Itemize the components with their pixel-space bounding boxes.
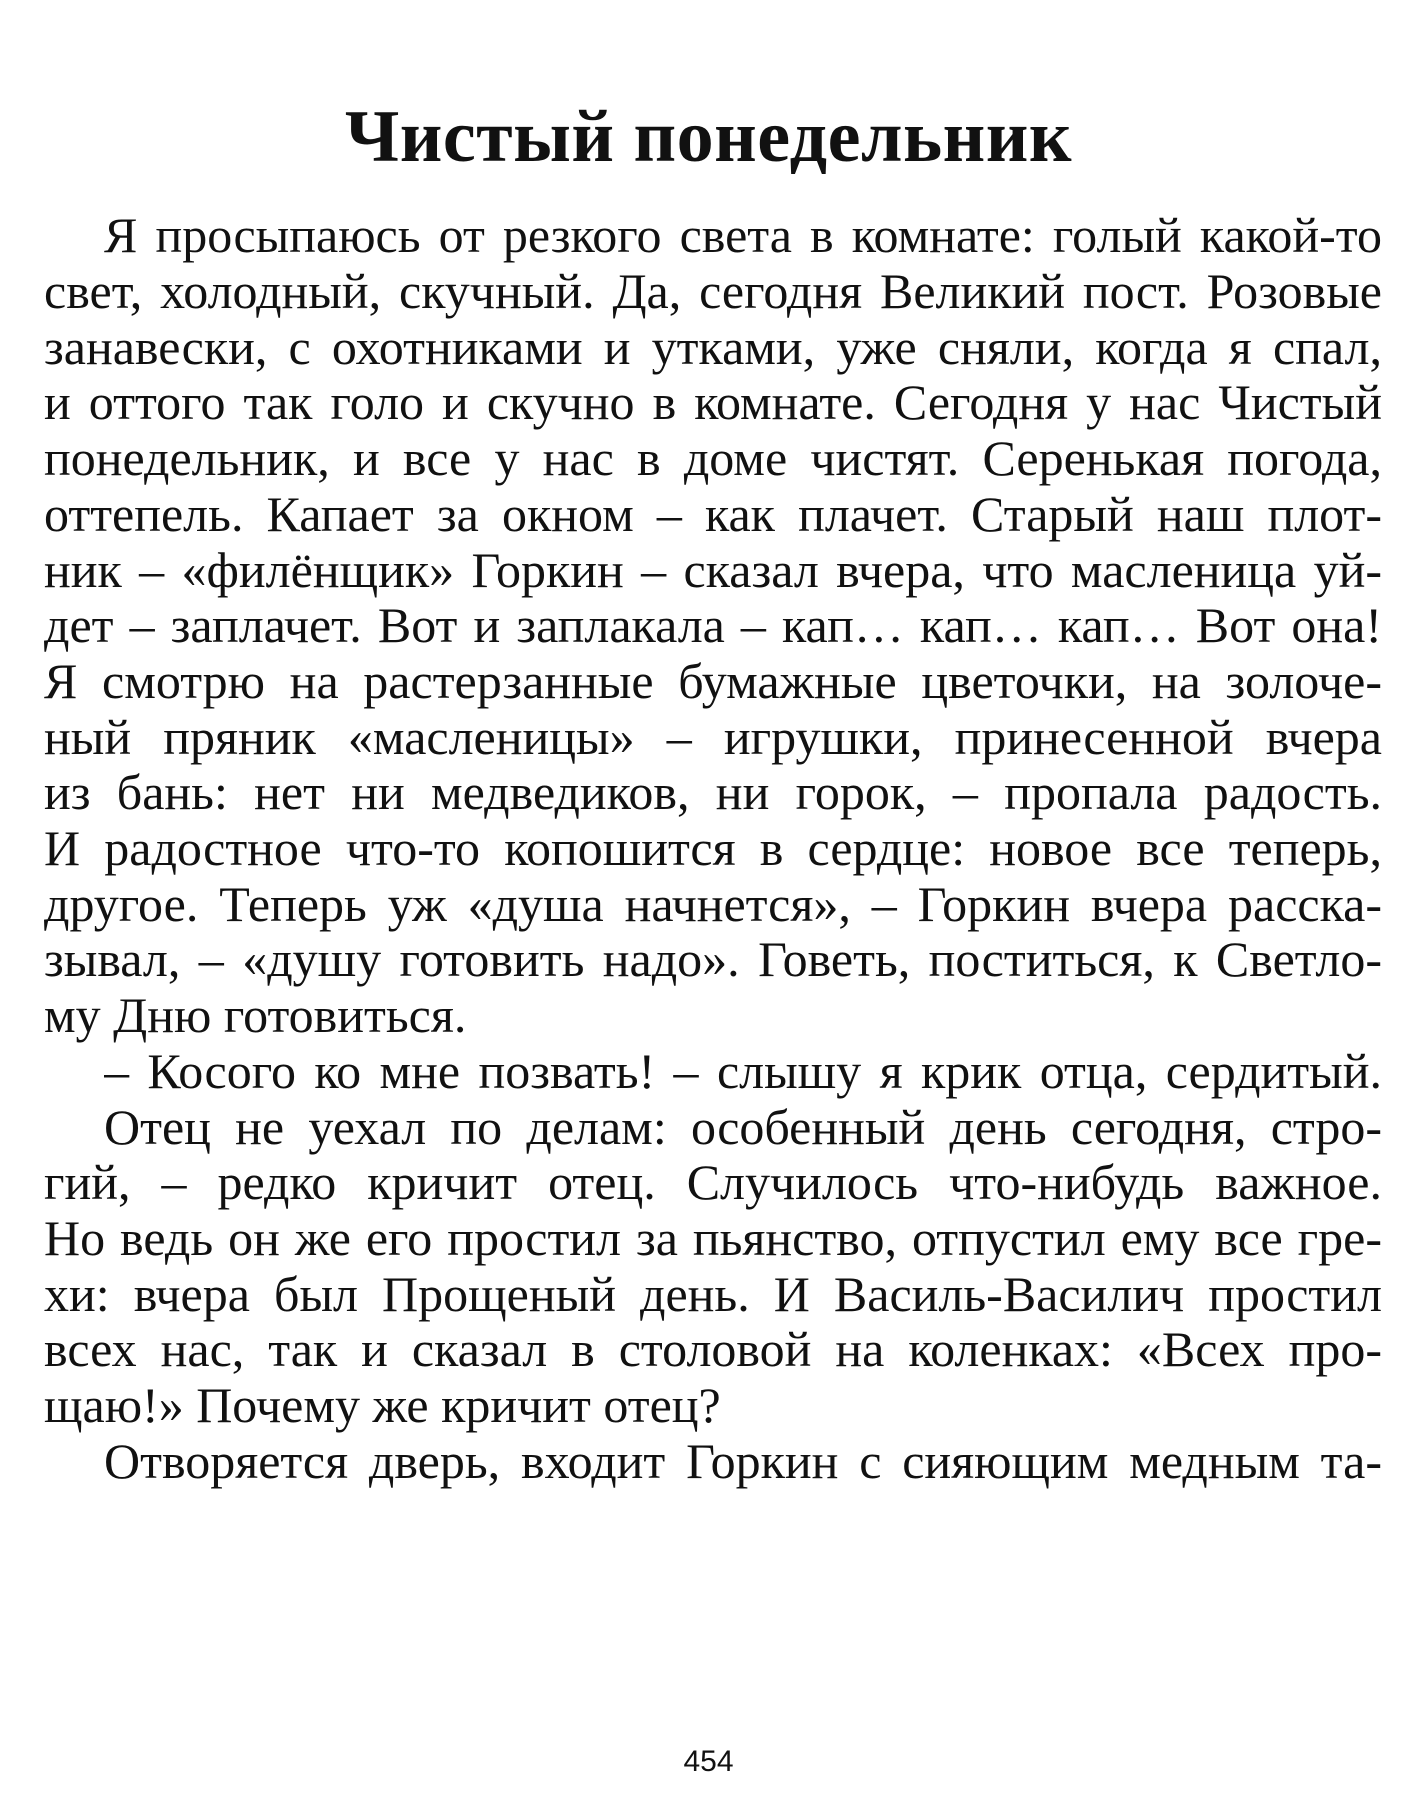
text-line: му Дню готовиться. xyxy=(44,987,467,1043)
text-line: и оттого так голо и скучно в комнате. Сегодня у нас Чистый xyxy=(44,374,1382,430)
text-line: зывал, – «душу готовить надо». Говеть, поститься, к Светло- xyxy=(44,931,1382,987)
text-line: оттепель. Капает за окном – как плачет. Старый наш плот- xyxy=(44,486,1382,542)
text-line: щаю!» Почему же кричит отец? xyxy=(44,1377,721,1433)
text-line: занавески, с охотниками и утками, уже сняли, когда я спал, xyxy=(44,319,1382,375)
text-line: И радостное что-то копошится в сердце: новое все теперь, xyxy=(44,820,1382,876)
text-line: ник – «филёнщик» Горкин – сказал вчера, что масленица уй- xyxy=(44,542,1382,598)
page-number: 454 xyxy=(683,1745,734,1778)
text-line: гий, – редко кричит отец. Случилось что-нибудь важное. xyxy=(44,1154,1382,1210)
text-line: хи: вчера был Прощеный день. И Василь-Василич простил xyxy=(44,1266,1382,1322)
text-line: Я просыпаюсь от резкого света в комнате: голый какой-то xyxy=(104,207,1382,263)
text-line: Я смотрю на растерзанные бумажные цветочки, на золоче- xyxy=(44,653,1382,709)
text-line: Но ведь он же его простил за пьянство, отпустил ему все гре- xyxy=(44,1210,1382,1266)
text-line: дет – заплачет. Вот и заплакала – кап… кап… кап… Вот она! xyxy=(44,597,1382,653)
text-line: Отец не уехал по делам: особенный день сегодня, стро- xyxy=(104,1099,1382,1155)
text-line: другое. Теперь уж «душа начнется», – Горкин вчера расска- xyxy=(44,876,1382,932)
text-line: всех нас, так и сказал в столовой на коленках: «Всех про- xyxy=(44,1321,1382,1377)
text-line: – Косого ко мне позвать! – слышу я крик отца, сердитый. xyxy=(104,1043,1382,1099)
text-line: из бань: нет ни медведиков, ни горок, – пропала радость. xyxy=(44,764,1382,820)
text-line: ный пряник «масленицы» – игрушки, принесенной вчера xyxy=(44,709,1382,765)
text-line: понедельник, и все у нас в доме чистят. Серенькая погода, xyxy=(44,430,1382,486)
chapter-title: Чистый понедельник xyxy=(344,96,1073,178)
text-line: свет, холодный, скучный. Да, сегодня Великий пост. Розовые xyxy=(44,263,1382,319)
text-line: Отворяется дверь, входит Горкин с сияющим медным та- xyxy=(104,1433,1382,1489)
